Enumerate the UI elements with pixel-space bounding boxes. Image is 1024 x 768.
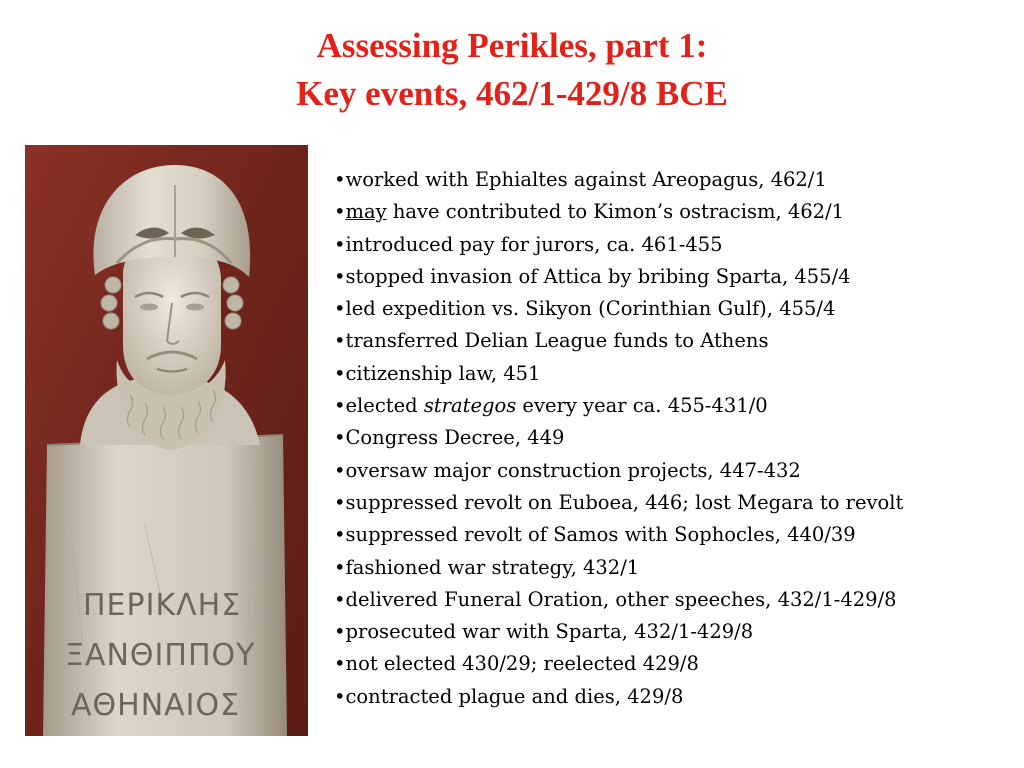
inscription-line-1: ΠΕΡΙΚΛΗΣ (83, 588, 242, 623)
emphasis-italic: strategos (423, 394, 517, 418)
key-event-text: citizenship law, 451 (345, 361, 541, 385)
key-event-text: introduced pay for jurors, ca. 461-455 (345, 232, 723, 256)
slide-title (0, 22, 1024, 118)
key-event-text: have contributed to Kimon’s ostracism, 462/1 (386, 200, 845, 224)
bullet-marker: • (334, 168, 346, 191)
key-event-item (334, 648, 1020, 680)
bullet-marker: • (334, 587, 346, 611)
key-events-list (334, 164, 1020, 713)
bullet-marker: • (334, 394, 346, 418)
key-event-text: not elected 430/29; reelected 429/8 (345, 652, 699, 676)
key-event-item (334, 616, 1020, 648)
bullet-marker: • (334, 361, 346, 385)
key-event-text: prosecuted war with Sparta, 432/1-429/8 (345, 620, 754, 644)
key-event-text: suppressed revolt of Samos with Sophocles, 440/39 (345, 523, 856, 547)
key-event-item (334, 325, 1020, 357)
key-event-text: Congress Decree, 449 (345, 426, 565, 450)
key-event-text: stopped invasion of Attica by bribing Sparta, 455/4 (345, 264, 851, 288)
bullet-marker: • (334, 329, 346, 353)
bullet-marker: • (334, 652, 346, 676)
bullet-marker: • (334, 523, 346, 547)
key-event-item (334, 487, 1020, 519)
bullet-marker: • (334, 297, 346, 321)
title-line-2: Key events, 462/1-429/8 BCE (296, 74, 728, 113)
key-event-text: suppressed revolt on Euboea, 446; lost Megara to revolt (345, 490, 904, 514)
key-event-text: led expedition vs. Sikyon (Corinthian Gulf), 455/4 (345, 297, 836, 321)
key-event-item (334, 261, 1020, 293)
title-line-1: Assessing Perikles, part 1: (316, 26, 708, 65)
bullet-marker: • (334, 490, 346, 514)
bullet-marker: • (334, 684, 346, 708)
key-event-text: transferred Delian League funds to Athens (345, 329, 769, 353)
key-event-item (334, 229, 1020, 261)
bullet-marker: • (334, 200, 346, 224)
key-event-item (334, 390, 1020, 422)
key-event-text-prefix: elected (345, 394, 424, 418)
perikles-bust-image (25, 145, 308, 736)
key-event-item (334, 552, 1020, 584)
key-event-text: contracted plague and dies, 429/8 (345, 684, 684, 708)
key-event-item (334, 358, 1020, 390)
key-event-item (334, 196, 1020, 228)
inscription-line-3: ΑΘΗΝΑΙΟΣ (71, 688, 241, 723)
key-event-text: fashioned war strategy, 432/1 (345, 555, 640, 579)
inscription-line-2: ΞΑΝΘΙΠΠΟΥ (65, 638, 256, 673)
emphasis-underline: may (345, 200, 387, 224)
key-event-text: worked with Ephialtes against Areopagus, 462/1 (345, 168, 827, 191)
bullet-marker: • (334, 264, 346, 288)
key-event-item (334, 455, 1020, 487)
key-event-item (334, 519, 1020, 551)
key-event-item (334, 681, 1020, 713)
bullet-marker: • (334, 232, 346, 256)
key-event-text: every year ca. 455-431/0 (516, 394, 768, 418)
key-event-item (334, 164, 1020, 196)
key-event-text: oversaw major construction projects, 447-432 (345, 458, 801, 482)
bullet-marker: • (334, 620, 346, 644)
bullet-marker: • (334, 555, 346, 579)
key-event-item (334, 584, 1020, 616)
key-event-item (334, 422, 1020, 454)
key-event-item (334, 293, 1020, 325)
bullet-marker: • (334, 426, 346, 450)
bullet-marker: • (334, 458, 346, 482)
key-event-text: delivered Funeral Oration, other speeches, 432/1-429/8 (345, 587, 897, 611)
